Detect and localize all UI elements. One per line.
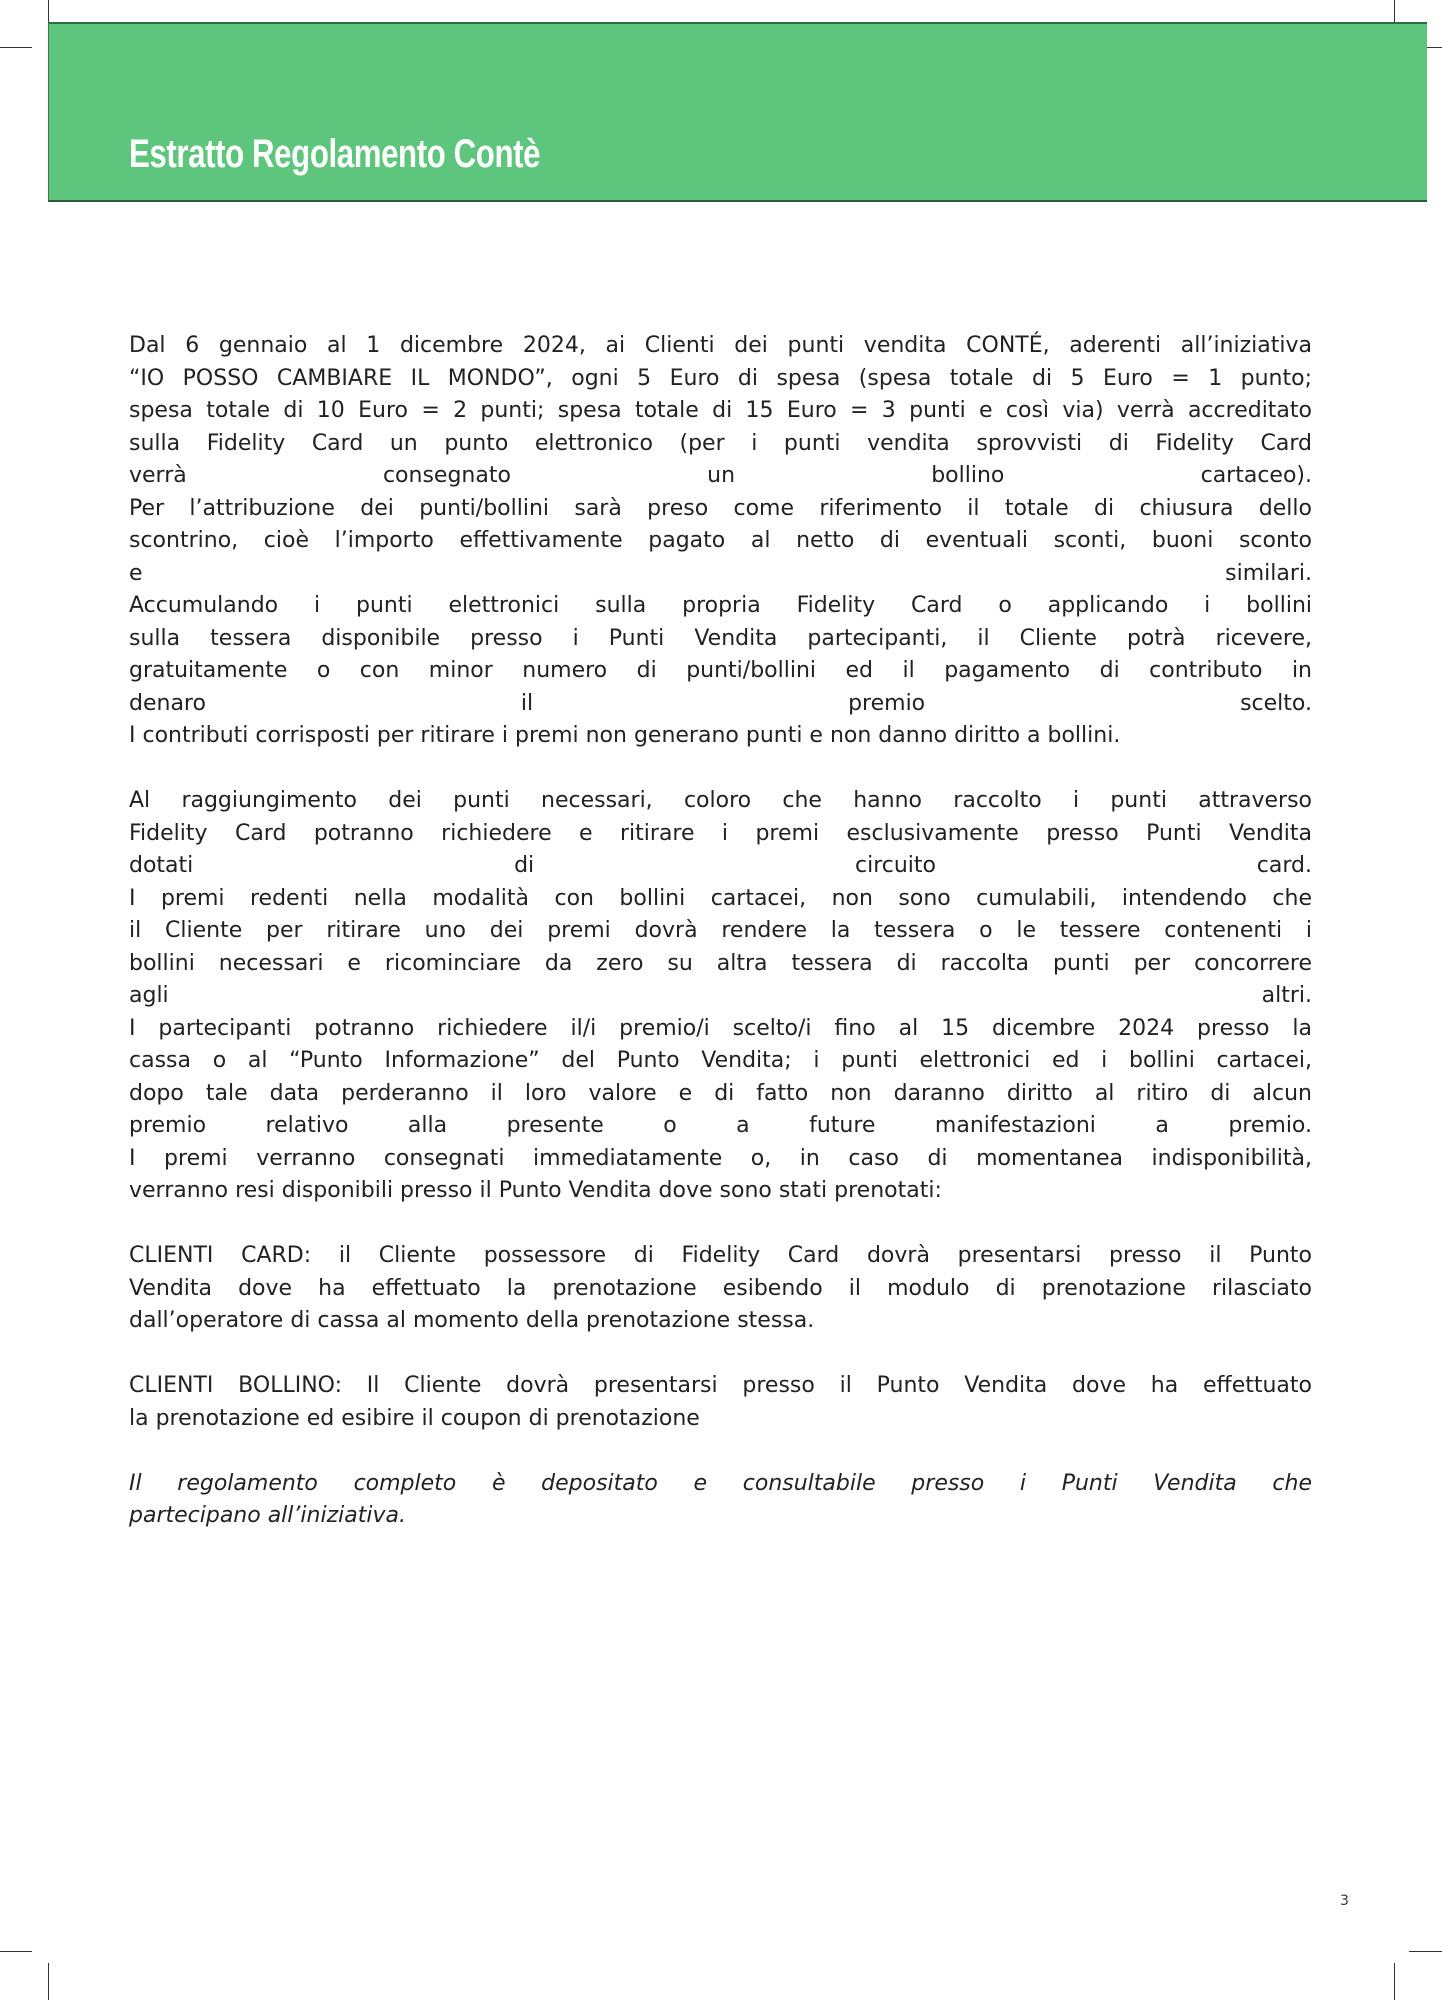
text-line: spesa totale di 10 Euro = 2 punti; spesa totale di 15 Euro = 3 punti e così via) verrà accreditato [129,398,1312,423]
text-line: CLIENTI BOLLINO: Il Cliente dovrà presentarsi presso il Punto Vendita dove ha effettuato [129,1373,1312,1398]
text-line: Accumulando i punti elettronici sulla propria Fidelity Card o applicando i bollini [129,593,1312,618]
text-line: I partecipanti potranno richiedere il/i premio/i scelto/i fino al 15 dicembre 2024 presso la [129,1015,1312,1041]
text-line: scontrino, cioè l’importo effettivamente pagato al netto di eventuali sconti, buoni sconto [129,528,1312,553]
crop-mark [1409,1951,1442,1952]
paragraph-gap [129,1208,1312,1241]
text-line: “IO POSSO CAMBIARE IL MONDO”, ogni 5 Euro di spesa (spesa totale di 5 Euro = 1 punto; [129,365,1312,391]
paragraph [129,1240,1312,1338]
text-line: Il regolamento completo è depositato e consultabile presso i Punti Vendita che [129,1470,1312,1496]
text-line: Dal 6 gennaio al 1 dicembre 2024, ai Clienti dei punti vendita CONTÉ, aderenti all’iniziativa [129,333,1312,358]
paragraph-gap [129,1338,1312,1371]
text-line: gratuitamente o con minor numero di punti/bollini ed il pagamento di contributo in [129,658,1312,683]
paragraph [129,785,1312,1208]
paragraph [129,330,1312,753]
crop-mark [48,1963,49,2000]
text-line: premio relativo alla presente o a future manifestazioni a premio. [129,1113,1312,1138]
text-line: CLIENTI CARD: il Cliente possessore di Fidelity Card dovrà presentarsi presso il Punto [129,1243,1312,1268]
paragraph [129,1468,1312,1533]
crop-mark [48,0,49,22]
text-line: cassa o al “Punto Informazione” del Punto Vendita; i punti elettronici ed i bollini cartacei, [129,1048,1312,1073]
page-number: 3 [1340,1893,1349,1909]
text-line: il Cliente per ritirare uno dei premi dovrà rendere la tessera o le tessere contenenti i [129,918,1312,943]
paragraph-gap [129,753,1312,786]
text-line: agli altri. [129,983,1312,1008]
text-line: la prenotazione ed esibire il coupon di prenotazione [129,1405,700,1431]
text-line: I premi redenti nella modalità con bollini cartacei, non sono cumulabili, intendendo che [129,885,1312,911]
text-line: sulla tessera disponibile presso i Punti Vendita partecipanti, il Cliente potrà ricevere, [129,625,1312,651]
text-line: Al raggiungimento dei punti necessari, coloro che hanno raccolto i punti attraverso [129,788,1312,813]
text-line: dopo tale data perderanno il loro valore e di fatto non daranno diritto al ritiro di alcun [129,1080,1312,1106]
regulation-text [129,330,1312,1533]
page-title: Estratto Regolamento Contè [129,132,541,176]
text-line: Per l’attribuzione dei punti/bollini sarà preso come riferimento il totale di chiusura dello [129,495,1312,521]
text-line: e similari. [129,560,1312,586]
header-banner [48,22,1427,202]
paragraph [129,1370,1312,1435]
text-line: I premi verranno consegnati immediatamente o, in caso di momentanea indisponibilità, [129,1145,1312,1171]
crop-mark [0,1951,32,1952]
text-line: dotati di circuito card. [129,853,1312,878]
text-line: Vendita dove ha effettuato la prenotazione esibendo il modulo di prenotazione rilasciato [129,1275,1312,1301]
text-line: I contributi corrisposti per ritirare i premi non generano punti e non danno diritto a bollini. [129,723,1121,748]
crop-mark [1394,1963,1395,2000]
text-line: bollini necessari e ricominciare da zero su altra tessera di raccolta punti per concorrere [129,950,1312,976]
text-line: partecipano all’iniziativa. [129,1503,406,1528]
text-line: Fidelity Card potranno richiedere e ritirare i premi esclusivamente presso Punti Vendita [129,820,1312,846]
text-line: verranno resi disponibili presso il Punto Vendita dove sono stati prenotati: [129,1178,942,1203]
crop-mark [0,47,32,48]
text-line: verrà consegnato un bollino cartaceo). [129,463,1312,488]
paragraph-gap [129,1435,1312,1468]
text-line: dall’operatore di cassa al momento della prenotazione stessa. [129,1308,815,1333]
text-line: denaro il premio scelto. [129,690,1312,716]
text-line: sulla Fidelity Card un punto elettronico (per i punti vendita sprovvisti di Fidelity Card [129,430,1312,456]
